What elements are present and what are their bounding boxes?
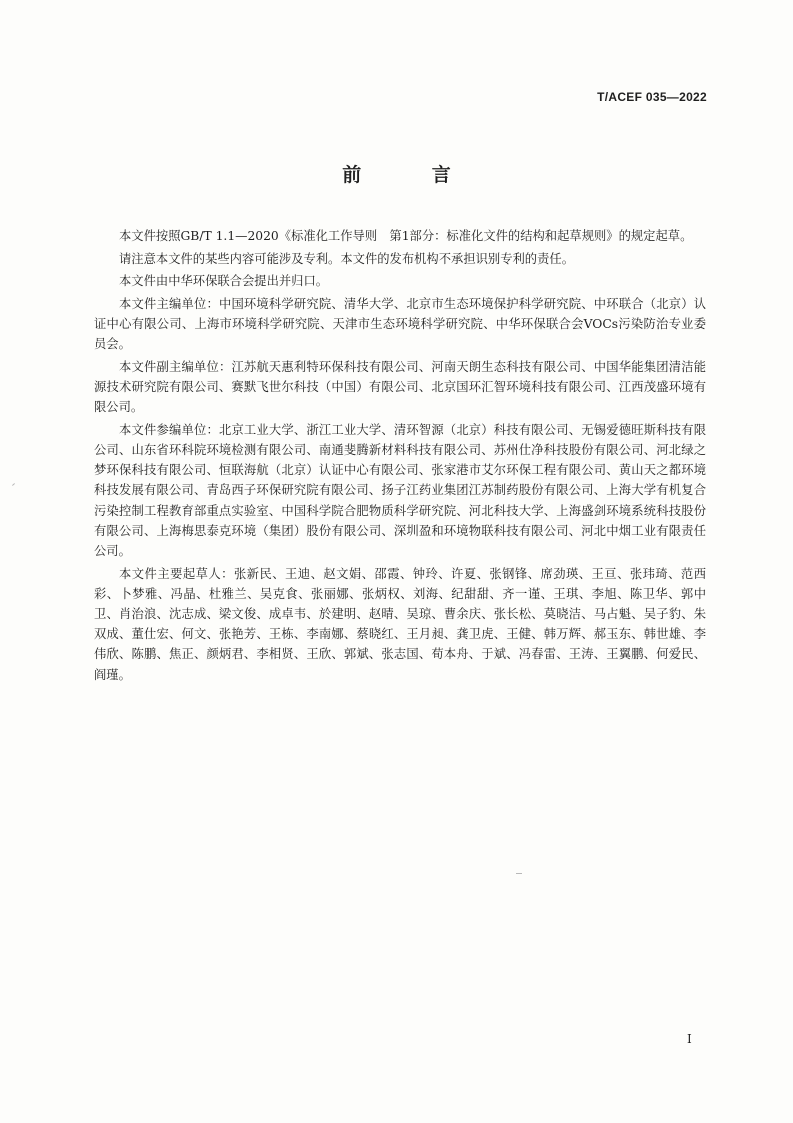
page-number: I [687, 1032, 692, 1046]
document-code: T/ACEF 035—2022 [597, 90, 707, 104]
paragraph-main-drafters: 本文件主要起草人：张新民、王迪、赵文娟、邵霞、钟玲、许夏、张钢锋、席劲瑛、王亘、张玮琦、范西彩、卜梦雅、冯晶、杜雅兰、吴克食、张丽娜、张炳权、刘海、纪甜甜、齐一谨、王琪、李旭、陈卫华、郭中卫、肖治浪、沈志成、梁文俊、成卓韦、於建明、赵晴、吴琼、曹余庆、张长松、莫晓洁、马占魁、吴子豹、朱双成、董仕宏、何文、张艳芳、王栋、李南娜、蔡晓红、王月昶、龚卫虎、王健、韩万辉、郝玉东、韩世雄、李伟欣、陈鹏、焦正、颜炳君、李相贤、王欣、郭斌、张志国、荀本舟、于斌、冯春雷、王涛、王翼鹏、何爱民、阎瑾。 [94, 566, 706, 682]
paragraph-participating-units: 本文件参编单位：北京工业大学、浙江工业大学、清环智源（北京）科技有限公司、无锡爱德旺斯科技有限公司、山东省环科院环境检测有限公司、南通斐腾新材料科技有限公司、苏州仕净科技股份有限公司、河北绿之梦环保科技有限公司、恒联海航（北京）认证中心有限公司、张家港市艾尔环保工程有限公司、黄山天之都环境科技发展有限公司、青岛西子环保研究院有限公司、扬子江药业集团江苏制药股份有限公司、上海大学有机复合污染控制工程教育部重点实验室、中国科学院合肥物质科学研究院、河北科技大学、上海盛剑环境系统科技股份有限公司、上海梅思泰克环境（集团）股份有限公司、深圳盈和环境物联科技有限公司、河北中烟工业有限责任公司。 [94, 422, 706, 558]
paragraph-deputy-editors: 本文件副主编单位：江苏航天惠利特环保科技有限公司、河南天朗生态科技有限公司、中国华能集团清洁能源技术研究院有限公司、赛默飞世尔科技（中国）有限公司、北京国环汇智环境科技有限公司、江西茂盛环境有限公司。 [94, 359, 706, 415]
paragraph-chief-editors: 本文件主编单位：中国环境科学研究院、清华大学、北京市生态环境保护科学研究院、中环联合（北京）认证中心有限公司、上海市环境科学研究院、天津市生态环境科学研究院、中华环保联合会VOCs污染防治专业委员会。 [94, 296, 706, 352]
paragraph-drafting-rules: 本文件按照GB/T 1.1—2020《标准化工作导则 第1部分：标准化文件的结构和起草规则》的规定起草。 [119, 229, 693, 243]
scan-speck [516, 873, 522, 874]
paragraph-proposer: 本文件由中华环保联合会提出并归口。 [119, 274, 329, 289]
scan-speck [12, 483, 15, 486]
foreword-body [94, 226, 706, 687]
page-title: 前 言 [342, 164, 483, 186]
paragraph-patent-notice: 请注意本文件的某些内容可能涉及专利。本文件的发布机构不承担识别专利的责任。 [119, 251, 574, 266]
